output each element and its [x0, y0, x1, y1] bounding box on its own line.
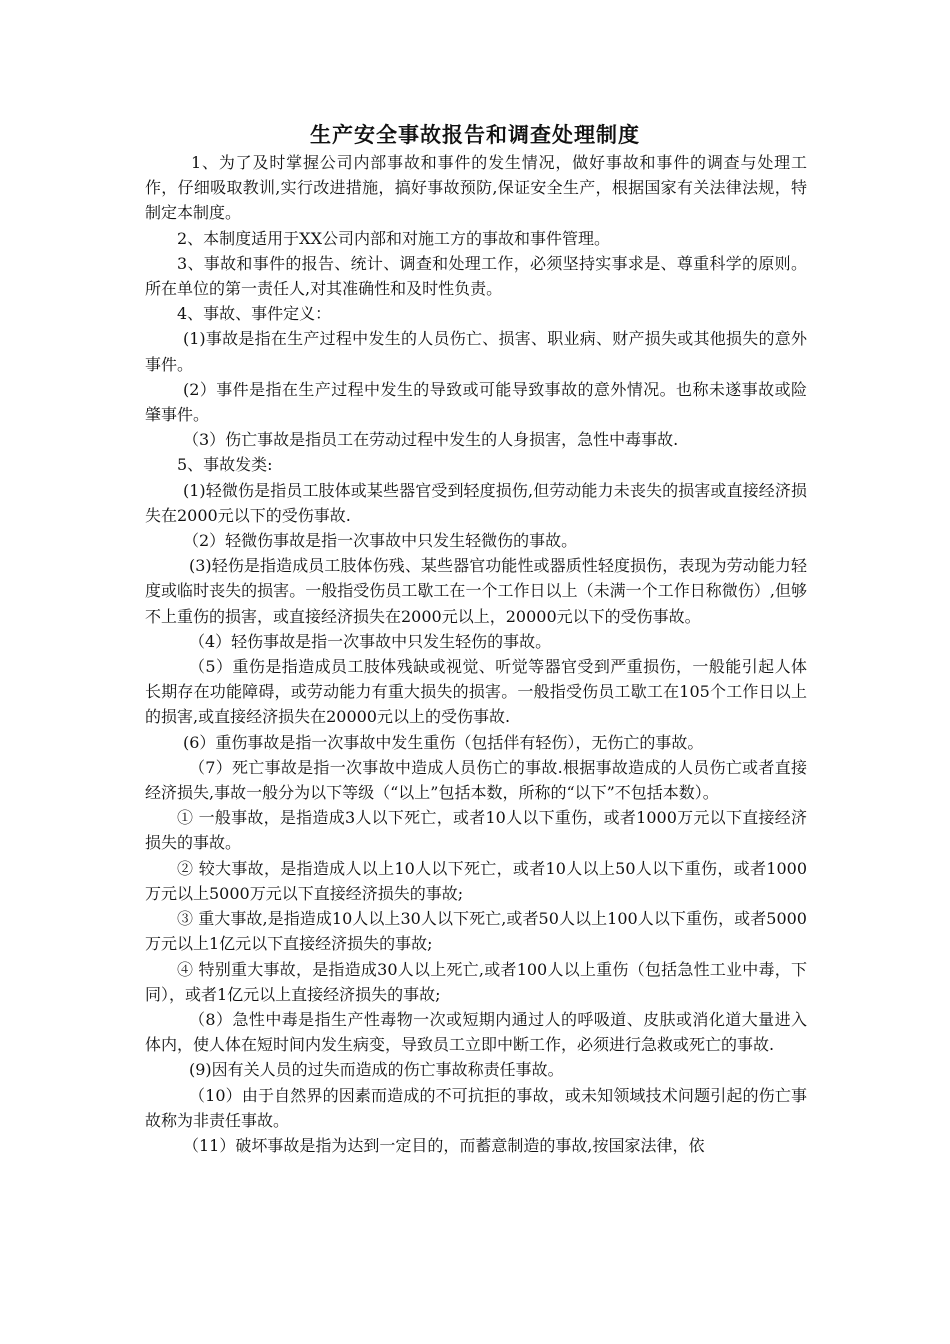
paragraph-12: （4）轻伤事故是指一次事故中只发生轻伤的事故。 [189, 631, 552, 651]
paragraph-17: ② 较大事故，是指造成人以上10人以下死亡，或者10人以上50人以下重伤，或者1000万元以上5000万元以下直接经济损失的事故; [145, 858, 807, 903]
paragraph-16: ① 一般事故，是指造成3人以下死亡，或者10人以下重伤，或者1000万元以下直接经济损失的事故。 [145, 808, 807, 853]
paragraph-8: 5、事故发类: [177, 455, 273, 475]
paragraph-2: 2、本制度适用于XX公司内部和对施工方的事故和事件管理。 [177, 228, 610, 248]
paragraph-23: （11）破坏事故是指为达到一定目的，而蓄意制造的事故,按国家法律，依 [183, 1135, 705, 1155]
document-body [145, 150, 807, 1158]
paragraph-7: （3）伤亡事故是指员工在劳动过程中发生的人身损害，急性中毒事故. [183, 430, 679, 450]
paragraph-10: （2）轻微伤事故是指一次事故中只发生轻微伤的事故。 [183, 531, 578, 551]
paragraph-4: 4、事故、事件定义： [177, 304, 332, 324]
paragraph-22: （10）由于自然界的因素而造成的不可抗拒的事故，或未知领域技术问题引起的伤亡事故称为非责任事故。 [145, 1085, 807, 1130]
document-title: 生产安全事故报告和调查处理制度 [310, 122, 640, 147]
paragraph-1: 1、为了及时掌握公司内部事故和事件的发生情况，做好事故和事件的调查与处理工作，仔细吸取教训,实行改进措施，搞好事故预防,保证安全生产，根据国家有关法律法规，特制定本制度。 [145, 153, 807, 223]
paragraph-6: (2）事件是指在生产过程中发生的导致或可能导致事故的意外情况。也称未遂事故或险肇事件。 [145, 379, 807, 425]
paragraph-20: （8）急性中毒是指生产性毒物一次或短期内通过人的呼吸道、皮肤或消化道大量进入体内，使人体在短时间内发生病变，导致员工立即中断工作，必须进行急救或死亡的事故. [145, 1009, 807, 1055]
paragraph-5: (1)事故是指在生产过程中发生的人员伤亡、损害、职业病、财产损失或其他损失的意外事件。 [145, 329, 807, 374]
paragraph-19: ④ 特别重大事故，是指造成30人以上死亡,或者100人以上重伤（包括急性工业中毒，下同），或者1亿元以上直接经济损失的事故; [145, 959, 807, 1004]
paragraph-15: （7）死亡事故是指一次事故中造成人员伤亡的事故.根据事故造成的人员伤亡或者直接经济损失,事故一般分为以下等级（“以上”包括本数，所称的“以下”不包括本数）。 [145, 757, 807, 803]
paragraph-18: ③ 重大事故,是指造成10人以上30人以下死亡,或者50人以上100人以下重伤，或者5000万元以上1亿元以下直接经济损失的事故; [145, 909, 807, 954]
paragraph-11: (3)轻伤是指造成员工肢体伤残、某些器官功能性或器质性轻度损伤，表现为劳动能力轻度或临时丧失的损害。一般指受伤员工歇工在一个工作日以上（未满一个工作日称微伤）,但够不上重伤的损害，或直接经济损失在2000元以上，20000元以下的受伤事故。 [145, 556, 807, 626]
paragraph-14: (6）重伤事故是指一次事故中发生重伤（包括伴有轻伤），无伤亡的事故。 [183, 732, 704, 752]
paragraph-21: (9)因有关人员的过失而造成的伤亡事故称责任事故。 [189, 1060, 564, 1080]
paragraph-3: 3、事故和事件的报告、统计、调查和处理工作，必须坚持实事求是、尊重科学的原则。所在单位的第一责任人,对其准确性和及时性负责。 [145, 253, 807, 299]
paragraph-13: （5）重伤是指造成员工肢体残缺或视觉、听觉等器官受到严重损伤，一般能引起人体长期存在功能障碍，或劳动能力有重大损失的损害。一般指受伤员工歇工在105个工作日以上的损害,或直接经济损失在20000元以上的受伤事故. [145, 657, 807, 727]
paragraph-9: (1)轻微伤是指员工肢体或某些器官受到轻度损伤,但劳动能力未丧失的损害或直接经济损失在2000元以下的受伤事故. [145, 480, 807, 525]
